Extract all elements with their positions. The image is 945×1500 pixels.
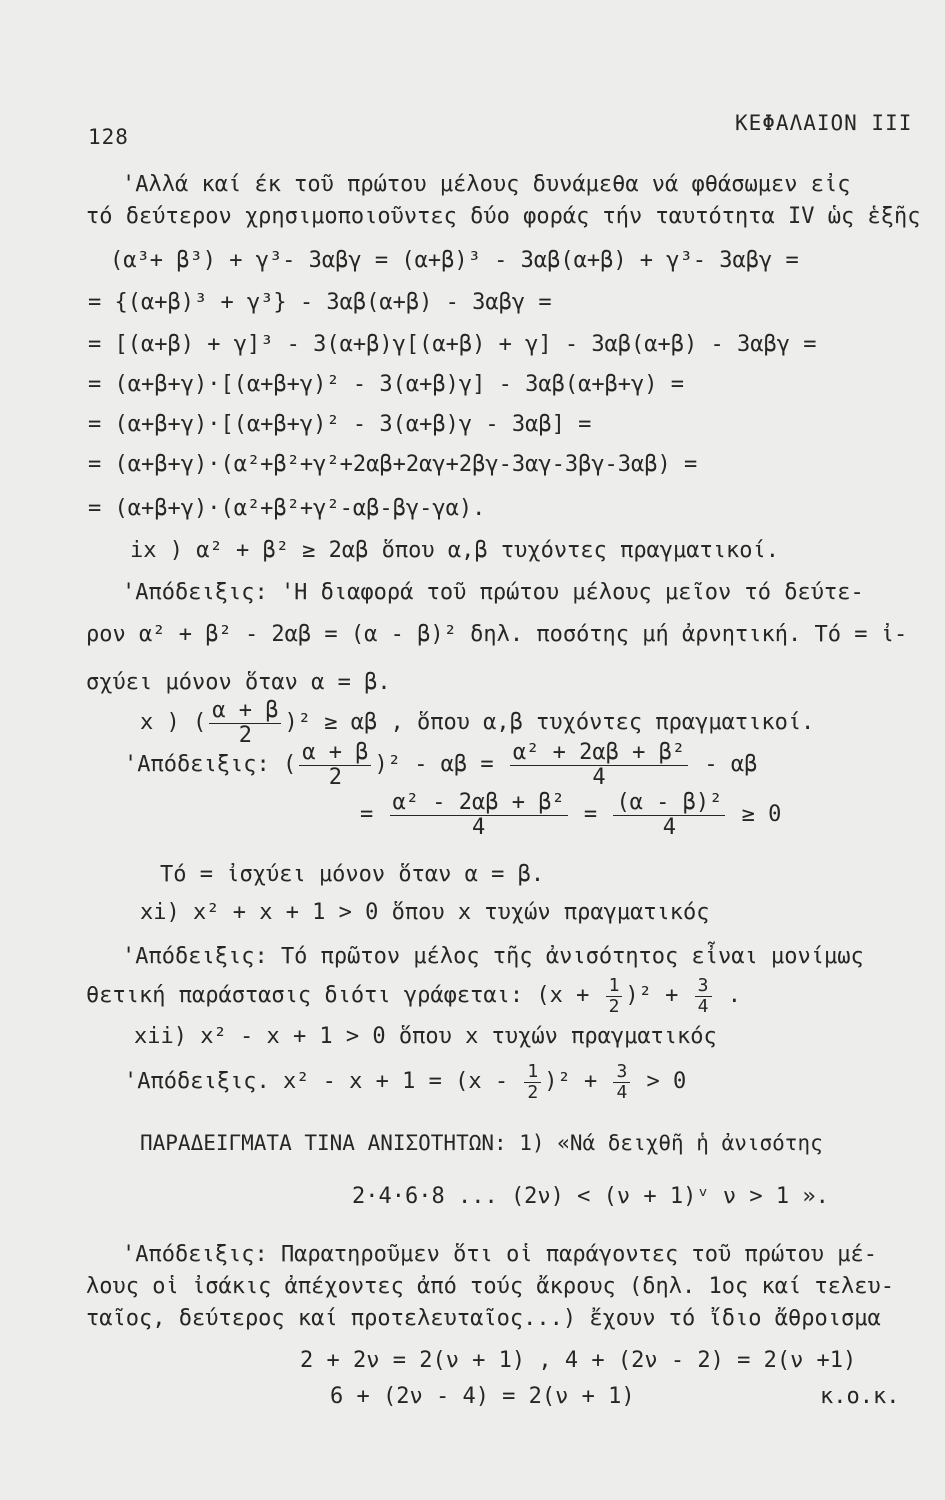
derivation-line-1: (α³+ β³) + γ³- 3αβγ = (α+β)³ - 3αβ(α+β) + γ³- 3αβγ = (110, 248, 799, 273)
x-statement: x ) ( $\frac{\alpha + \beta}{2}$ )² ≥ αβ , ὅπου α,β τυχόντες πραγματικοί. (140, 697, 815, 748)
x-statement-rest: ≥ αβ , ὅπου α,β τυχόντες πραγματικοί. (324, 710, 815, 735)
xi-end: . (727, 983, 741, 1008)
xii-proof-text: 'Απόδειξις. x² - x + 1 = (x - (124, 1069, 509, 1094)
chapter-header: ΚΕΦΑΛΑΙΟΝ III (735, 111, 913, 135)
xi-proof-line-2 (86, 974, 741, 1018)
xi-plus: )² + (625, 983, 679, 1008)
x-proof-ge-zero: ≥ 0 (741, 802, 782, 827)
examples-proof-line-3: ταῖος, δεύτερος καί προτελευταῖος...) ἔχουν τό ἴδιο ἄθροισμα (86, 1306, 881, 1331)
derivation-line-2: = {(α+β)³ + γ³} - 3αβ(α+β) - 3αβγ = (88, 290, 552, 315)
x-proof-mid: - αβ = (414, 752, 494, 777)
xii-statement: xii) x² - x + 1 > 0 ὅπου x τυχών πραγματικός (134, 1024, 717, 1049)
x-equality-note: Τό = ἰσχύει μόνον ὅταν α = β. (160, 862, 545, 887)
xii-plus: )² + (544, 1069, 598, 1094)
x-proof-line-2: = $\frac{\text{α² - 2αβ + β²}}{4}$ = $\frac{\text{(α - β)²}}{4}$ ≥ 0 (360, 789, 782, 840)
x-proof-fraction-difference: $\frac{\text{α² - 2αβ + β²}}{4}$ (390, 791, 568, 840)
x-proof-fraction: $\frac{\alpha + \beta}{2}$ (299, 741, 371, 790)
examples-sum-line-1: 2 + 2ν = 2(ν + 1) , 4 + (2ν - 2) = 2(ν +1) (300, 1348, 857, 1373)
examples-heading: ΠΑΡΑΔΕΙΓΜΑΤΑ ΤΙΝΑ ΑΝΙΣΟΤΗΤΩΝ: 1) «Νά δειχθῆ ἡ ἀνισότης (140, 1131, 823, 1155)
xii-fraction-three-quarters: $\frac{3}{4}$ (613, 1062, 630, 1103)
x-fraction-alpha-plus-beta-over-2: $\frac{\alpha + \beta}{2}$ (209, 699, 281, 748)
ix-proof-line-1: 'Απόδειξις: 'Η διαφορά τοῦ πρώτου μέλους μεῖον τό δεύτε- (122, 580, 864, 605)
intro-line-2: τό δεύτερον χρησιμοποιοῦντες δύο φοράς τήν ταυτότητα IV ὡς ἑξῆς (86, 204, 921, 229)
xi-statement: xi) x² + x + 1 > 0 ὅπου x τυχών πραγματικός (140, 900, 710, 925)
x-proof-fraction-expanded: $\frac{\text{α² + 2αβ + β²}}{4}$ (510, 741, 688, 790)
ix-statement: ix ) α² + β² ≥ 2αβ ὅπου α,β τυχόντες πραγματικοί. (130, 538, 780, 563)
derivation-line-6: = (α+β+γ)·(α²+β²+γ²+2αβ+2αγ+2βγ-3αγ-3βγ-3αβ) = (88, 452, 698, 477)
page-number: 128 (88, 125, 129, 149)
examples-proof-line-2: λους οἱ ἰσάκις ἀπέχοντες ἀπό τούς ἄκρους (δηλ. 1ος καί τελευ- (86, 1274, 894, 1299)
xii-proof-line (124, 1060, 686, 1104)
xi-fraction-three-quarters: $\frac{3}{4}$ (695, 976, 712, 1017)
xi-proof-line-1: 'Απόδειξις: Τό πρῶτον μέλος τῆς ἀνισότητος εἶναι μονίμως (122, 944, 864, 969)
xii-end: > 0 (646, 1069, 687, 1094)
derivation-line-5: = (α+β+γ)·[(α+β+γ)² - 3(α+β)γ - 3αβ] = (88, 412, 592, 437)
x-proof-label: 'Απόδειξις: (124, 752, 270, 777)
ix-proof-line-2: ρον α² + β² - 2αβ = (α - β)² δηλ. ποσότης μή ἀρνητική. Τό = ἰ- (86, 622, 908, 647)
x-label: x ) (140, 710, 180, 735)
examples-proof-line-1: 'Απόδειξις: Παρατηροῦμεν ὅτι οἱ παράγοντες τοῦ πρώτου μέ- (122, 1242, 877, 1267)
examples-formula: 2·4·6·8 ... (2ν) < (ν + 1)ᵛ ν > 1 ». (352, 1184, 829, 1209)
x-proof-line-1: 'Απόδειξις: ( $\frac{\alpha + \beta}{2}$ )² - αβ = $\frac{\text{α² + 2αβ + β²}}{4}$ - αβ (124, 739, 758, 790)
xii-fraction-half: $\frac{1}{2}$ (524, 1062, 541, 1103)
x-proof-tail: - αβ (704, 752, 758, 777)
xi-fraction-half: $\frac{1}{2}$ (606, 976, 623, 1017)
x-proof-fraction-square: $\frac{\text{(α - β)²}}{4}$ (613, 791, 725, 840)
ix-proof-line-3: σχύει μόνον ὅταν α = β. (86, 670, 391, 695)
xi-proof-text: θετική παράστασις διότι γράφεται: (x + (86, 983, 590, 1008)
derivation-line-7: = (α+β+γ)·(α²+β²+γ²-αβ-βγ-γα). (88, 496, 486, 521)
derivation-line-4: = (α+β+γ)·[(α+β+γ)² - 3(α+β)γ] - 3αβ(α+β+γ) = (88, 372, 685, 397)
examples-qed: κ.ο.κ. (820, 1384, 900, 1409)
derivation-line-3: = [(α+β) + γ]³ - 3(α+β)γ[(α+β) + γ] - 3αβ(α+β) - 3αβγ = (88, 332, 817, 357)
intro-line-1: 'Αλλά καί έκ τοῦ πρώτου μέλους δυνάμεθα νά φθάσωμεν εἰς (122, 172, 851, 197)
examples-sum-line-2: 6 + (2ν - 4) = 2(ν + 1) (330, 1384, 635, 1409)
